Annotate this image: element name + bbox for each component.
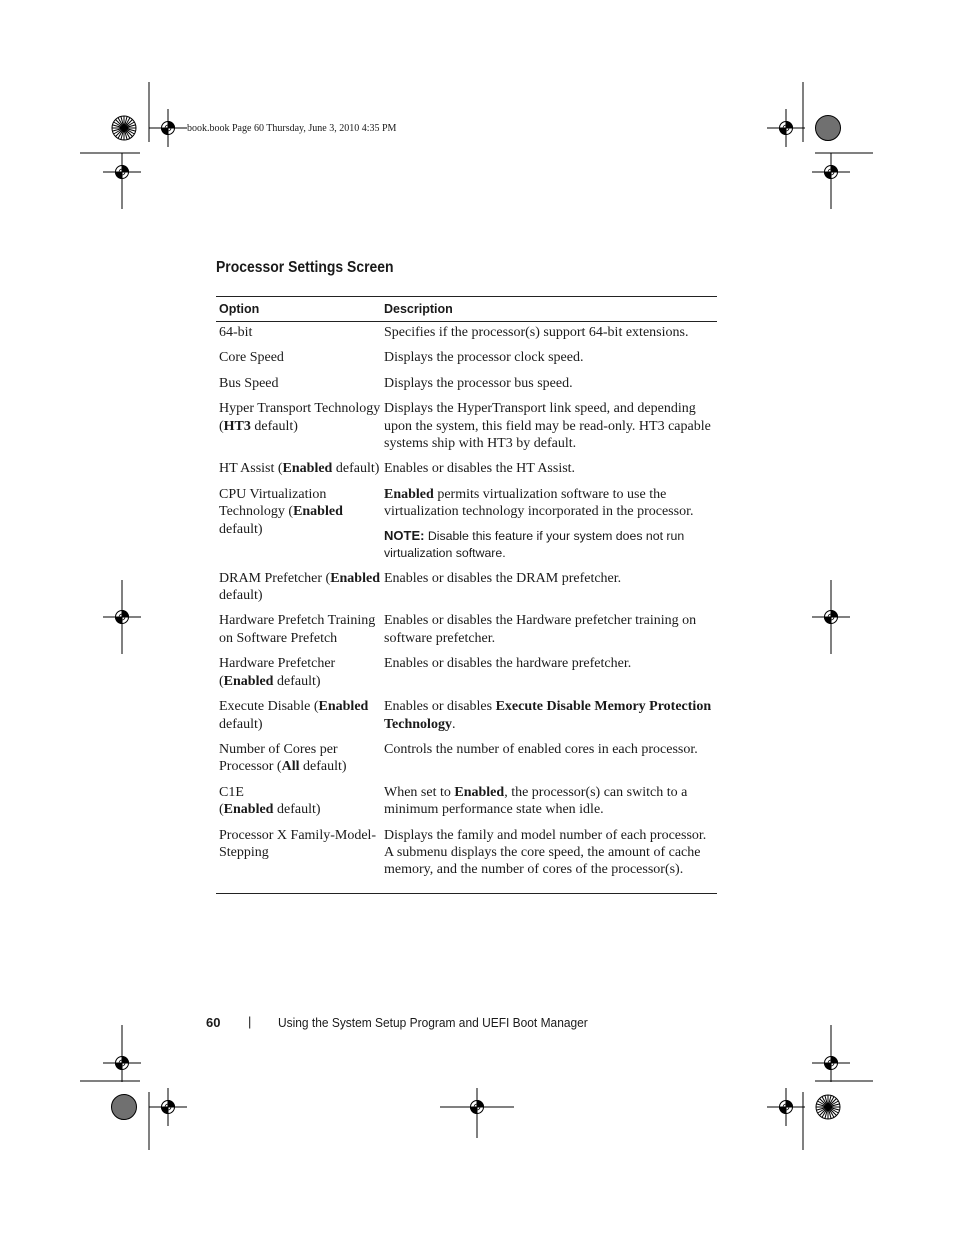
description-text: Controls the number of enabled cores in each processor. [384, 741, 698, 757]
option-text: Enabled [318, 699, 369, 715]
footer-separator: | [248, 1014, 252, 1029]
option-text: Number of Cores per Processor ( [219, 741, 338, 775]
option-text: DRAM Prefetcher ( [219, 570, 331, 586]
description-text: Enabled [454, 784, 505, 800]
section-title: Processor Settings Screen [216, 259, 394, 276]
description-text: Enabled [384, 486, 434, 502]
option-text: Hyper Transport Technology ( [219, 401, 381, 434]
description-column-header: Description [384, 302, 453, 316]
option-text: 64-bit [219, 325, 253, 340]
description-text: Displays the family and model number of each processor. A submenu displays the core speed, the amount of cache memory, and the number of cores of the processor(s). [384, 827, 707, 878]
description-text: When set to [384, 784, 455, 800]
registration-mark [825, 1057, 838, 1070]
registration-mark [825, 611, 838, 624]
option-text: default) [219, 521, 263, 537]
option-text: ( [219, 802, 224, 818]
option-text: Enabled [293, 504, 343, 520]
option-text: default) [250, 418, 298, 434]
description-text: Enables or disables the hardware prefetcher. [384, 656, 632, 672]
description-text: Enables or disables the Hardware prefetcher training on software prefetcher. [384, 613, 697, 646]
option-text: default) [273, 802, 321, 818]
registration-mark [116, 1057, 129, 1070]
option-text: All [281, 759, 300, 775]
note-label: NOTE: [384, 527, 425, 543]
note-text: Disable this feature if your system does not run virtualization software. [384, 528, 685, 560]
option-column-header: Option [219, 302, 260, 316]
print-header: book.book Page 60 Thursday, June 3, 2010 4:35 PM [187, 123, 397, 134]
option-text: HT3 [223, 418, 251, 434]
description-text: Displays the processor bus speed. [384, 375, 573, 391]
description-text: Displays the HyperTransport link speed, and depending upon the system, this field may be read-only. HT3 capable systems ship with HT3 by default. [384, 401, 711, 452]
option-text: Enabled [282, 461, 333, 477]
gray-density-mark [816, 116, 841, 141]
registration-mark [116, 611, 129, 624]
description-text: , the processor(s) can switch to a minimum performance state when idle. [384, 784, 688, 818]
option-text: Enabled [330, 570, 380, 586]
option-text: Enabled [223, 673, 274, 689]
option-text: C1E [219, 784, 244, 800]
description-text: Execute Disable Memory Protection Technology [384, 699, 712, 732]
description-text: Displays the processor clock speed. [384, 350, 584, 366]
option-text: CPU Virtualization Technology ( [219, 486, 327, 520]
description-text: Enables or disables [384, 699, 496, 715]
option-text: default) [299, 759, 347, 775]
registration-mark [780, 1101, 793, 1114]
option-text: default) [332, 461, 380, 477]
option-text: Core Speed [219, 350, 284, 366]
description-text: Specifies if the processor(s) support 64-bit extensions. [384, 325, 689, 340]
registration-mark [162, 122, 175, 135]
option-text: Processor X Family-Model-Stepping [219, 827, 377, 860]
gray-density-mark [112, 1095, 137, 1120]
option-text: default) [219, 588, 263, 604]
page-number: 60 [206, 1015, 221, 1030]
option-text: default) [219, 716, 263, 732]
description-text: permits virtualization software to use the virtualization technology incorporated in the processor. [384, 486, 694, 520]
option-text: Execute Disable ( [219, 699, 319, 715]
footer-title: Using the System Setup Program and UEFI Boot Manager [278, 1015, 588, 1030]
registration-mark [116, 166, 129, 179]
description-text: Enables or disables the DRAM prefetcher. [384, 570, 622, 586]
option-text: Bus Speed [219, 375, 279, 391]
registration-mark [780, 122, 793, 135]
option-text: Enabled [223, 802, 274, 818]
registration-mark [162, 1101, 175, 1114]
option-text: Hardware Prefetch Training on Software Prefetch [219, 613, 376, 646]
description-text: . [451, 716, 456, 732]
option-text: default) [273, 673, 321, 689]
registration-mark [825, 166, 838, 179]
description-text: Enables or disables the HT Assist. [384, 461, 576, 477]
option-text: HT Assist ( [219, 461, 283, 477]
option-text: Hardware Prefetcher ( [219, 656, 336, 689]
